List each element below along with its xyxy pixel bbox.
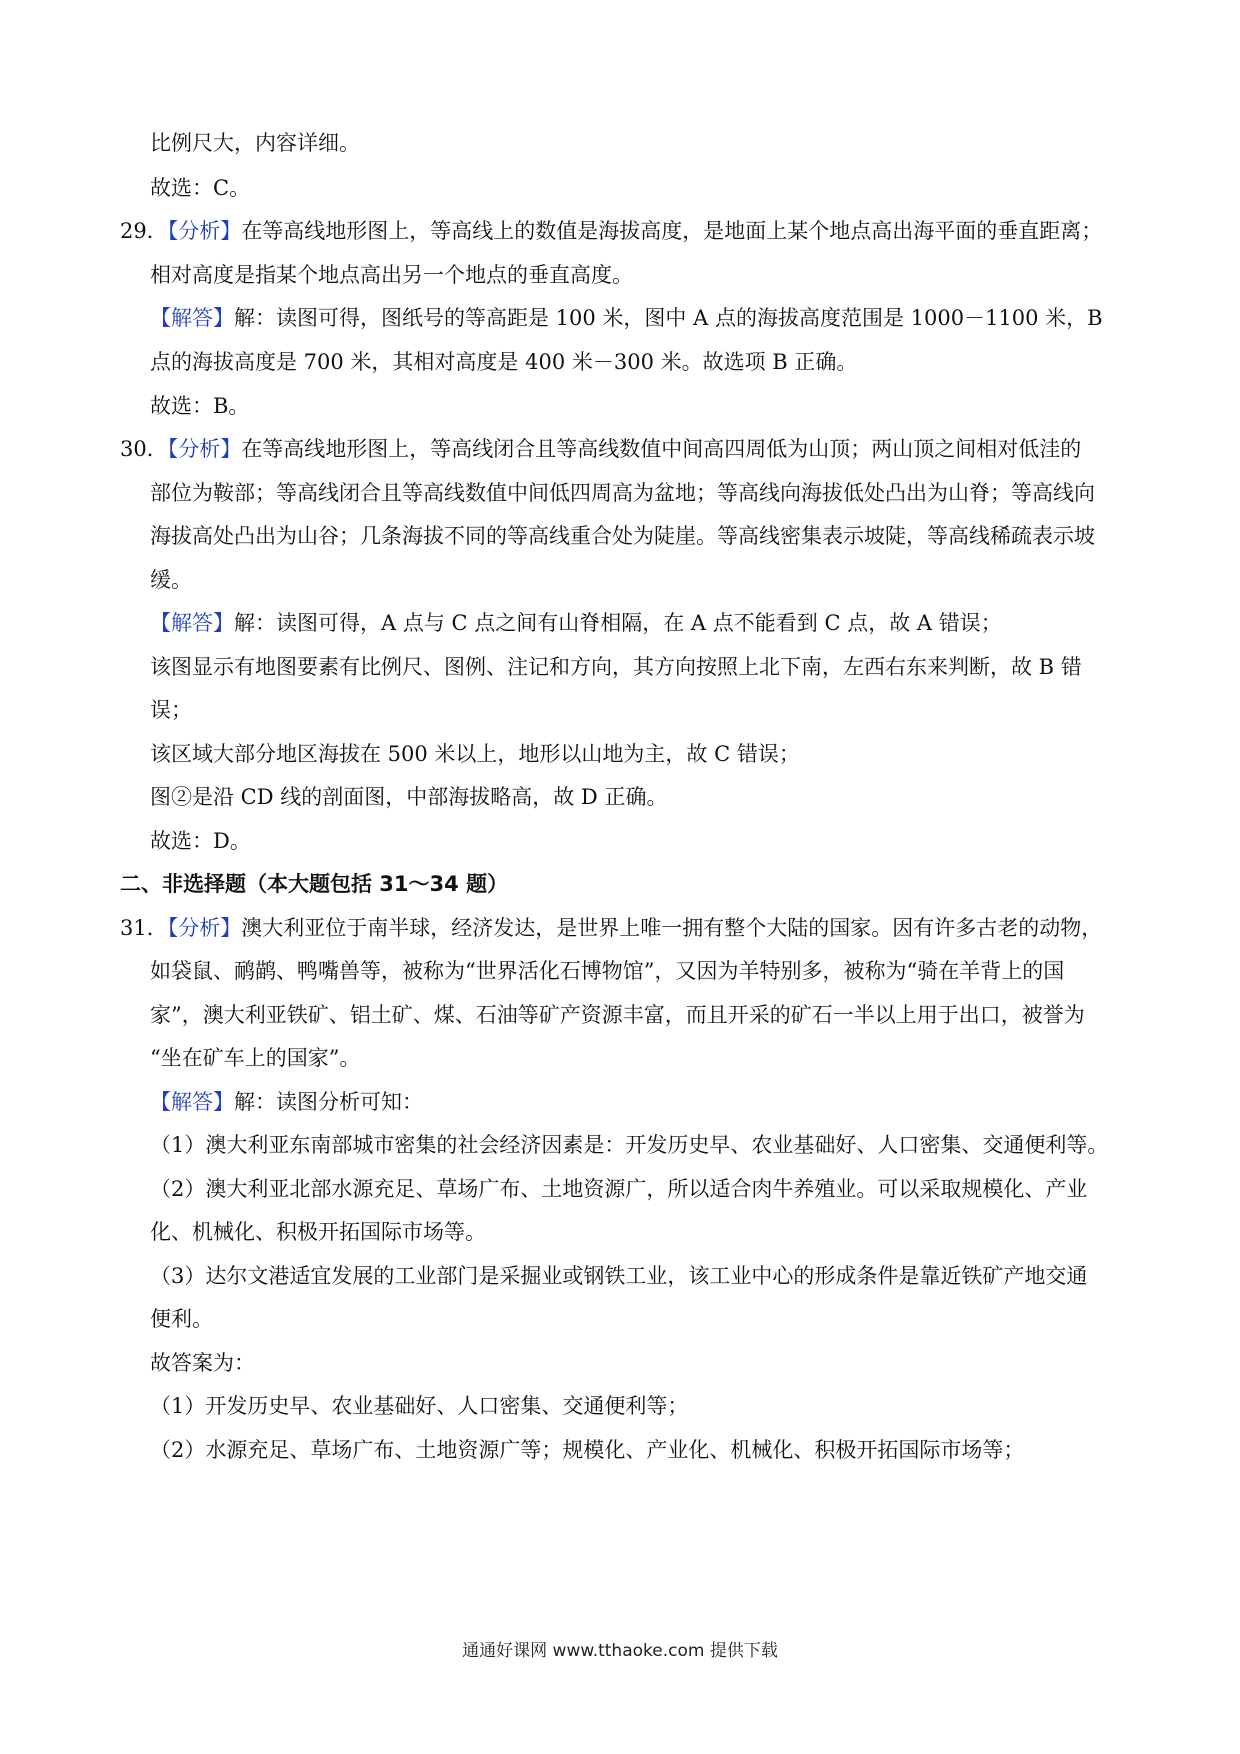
line-15 xyxy=(150,739,800,769)
text: 部位为鞍部；等高线闭合且等高线数值中间低四周高为盆地；等高线向海拔低处凸出为山脊；等高线向 xyxy=(150,481,1095,505)
line-11 xyxy=(150,565,192,595)
section-heading xyxy=(120,869,508,899)
line-19 xyxy=(120,913,1102,943)
text: 缓。 xyxy=(150,568,192,592)
line-13 xyxy=(150,652,1082,682)
line-23 xyxy=(150,1087,423,1117)
analysis-tag: 【分析】 xyxy=(167,916,242,940)
line-30 xyxy=(150,1391,688,1421)
line-31 xyxy=(150,1435,1024,1465)
text: 该区域大部分地区海拔在 500 米以上，地形以山地为主，故 C 错误； xyxy=(150,742,800,766)
line-4 xyxy=(150,260,633,290)
question-number: 30． xyxy=(120,437,168,461)
line-24 xyxy=(150,1130,1108,1160)
answer-tag: 【解答】 xyxy=(150,1090,234,1114)
section-title: 二、非选择题（本大题包括 31～34 题） xyxy=(120,872,509,896)
line-5 xyxy=(150,303,1103,333)
text: 故选：B。 xyxy=(150,394,250,418)
text: 该图显示有地图要素有比例尺、图例、注记和方向，其方向按照上北下南，左西右东来判断，故 B 错 xyxy=(150,655,1082,679)
line-10 xyxy=(150,521,1095,551)
text: （1）开发历史早、农业基础好、人口密集、交通便利等； xyxy=(150,1394,689,1418)
line-8 xyxy=(120,434,1081,464)
text: 故答案为： xyxy=(150,1351,255,1375)
line-20 xyxy=(150,956,1064,986)
line-16 xyxy=(150,782,667,812)
page-footer: 通通好课网 www.tthaoke.com 提供下载 xyxy=(462,1641,778,1661)
text: 如袋鼠、鸸鹋、鸭嘴兽等，被称为“世界活化石博物馆”，又因为羊特别多，被称为“骑在羊背上的国 xyxy=(150,959,1065,983)
text: 点的海拔高度是 700 米，其相对高度是 400 米－300 米。故选项 B 正确。 xyxy=(150,350,858,374)
line-12 xyxy=(150,608,1002,638)
text: 在等高线地形图上，等高线闭合且等高线数值中间高四周低为山顶；两山顶之间相对低洼的 xyxy=(241,437,1082,461)
text: （1）澳大利亚东南部城市密集的社会经济因素是：开发历史早、农业基础好、人口密集、交通便利等。 xyxy=(150,1133,1109,1157)
answer-tag: 【解答】 xyxy=(150,306,234,330)
line-26 xyxy=(150,1217,486,1247)
line-9 xyxy=(150,478,1095,508)
text: 误； xyxy=(150,698,192,722)
question-number: 29． xyxy=(120,219,168,243)
line-25 xyxy=(150,1174,1087,1204)
text: 家”，澳大利亚铁矿、铝土矿、煤、石油等矿产资源丰富，而且开采的矿石一半以上用于出口，被誉为 xyxy=(150,1003,1085,1027)
text: 图②是沿 CD 线的剖面图，中部海拔略高，故 D 正确。 xyxy=(150,785,668,809)
question-number: 31． xyxy=(120,916,168,940)
line-29 xyxy=(150,1348,255,1378)
line-17 xyxy=(150,826,251,856)
line-27 xyxy=(150,1261,1087,1291)
answer-tag: 【解答】 xyxy=(150,611,234,635)
line-2 xyxy=(150,173,250,203)
text: 海拔高处凸出为山谷；几条海拔不同的等高线重合处为陡崖。等高线密集表示坡陡，等高线稀疏表示坡 xyxy=(150,524,1095,548)
analysis-tag: 【分析】 xyxy=(167,437,242,461)
line-3 xyxy=(120,216,1102,246)
line-7 xyxy=(150,391,249,421)
text: 故选：C。 xyxy=(150,176,251,200)
text: 解：读图分析可知： xyxy=(234,1090,423,1114)
text: 在等高线地形图上，等高线上的数值是海拔高度，是地面上某个地点高出海平面的垂直距离； xyxy=(241,219,1103,243)
text: 故选：D。 xyxy=(150,829,251,853)
text: 比例尺大，内容详细。 xyxy=(150,131,360,155)
line-21 xyxy=(150,1000,1085,1030)
text: “坐在矿车上的国家”。 xyxy=(150,1046,361,1070)
text: 解：读图可得，图纸号的等高距是 100 米，图中 A 点的海拔高度范围是 1000－1100 米，B xyxy=(234,306,1103,330)
text: （3）达尔文港适宜发展的工业部门是采掘业或钢铁工业，该工业中心的形成条件是靠近铁矿产地交通 xyxy=(150,1264,1088,1288)
line-1 xyxy=(150,128,360,158)
line-28 xyxy=(150,1304,213,1334)
text: （2）澳大利亚北部水源充足、草场广布、土地资源广，所以适合肉牛养殖业。可以采取规模化、产业 xyxy=(150,1177,1088,1201)
text: （2）水源充足、草场广布、土地资源广等；规模化、产业化、机械化、积极开拓国际市场等； xyxy=(150,1438,1025,1462)
text: 解：读图可得，A 点与 C 点之间有山脊相隔，在 A 点不能看到 C 点，故 A 错误； xyxy=(234,611,1002,635)
text: 便利。 xyxy=(150,1307,213,1331)
text: 相对高度是指某个地点高出另一个地点的垂直高度。 xyxy=(150,263,633,287)
text: 澳大利亚位于南半球，经济发达，是世界上唯一拥有整个大陆的国家。因有许多古老的动物， xyxy=(241,916,1103,940)
text: 化、机械化、积极开拓国际市场等。 xyxy=(150,1220,486,1244)
line-14 xyxy=(150,695,192,725)
analysis-tag: 【分析】 xyxy=(167,219,242,243)
line-6 xyxy=(150,347,857,377)
line-22 xyxy=(150,1043,360,1073)
